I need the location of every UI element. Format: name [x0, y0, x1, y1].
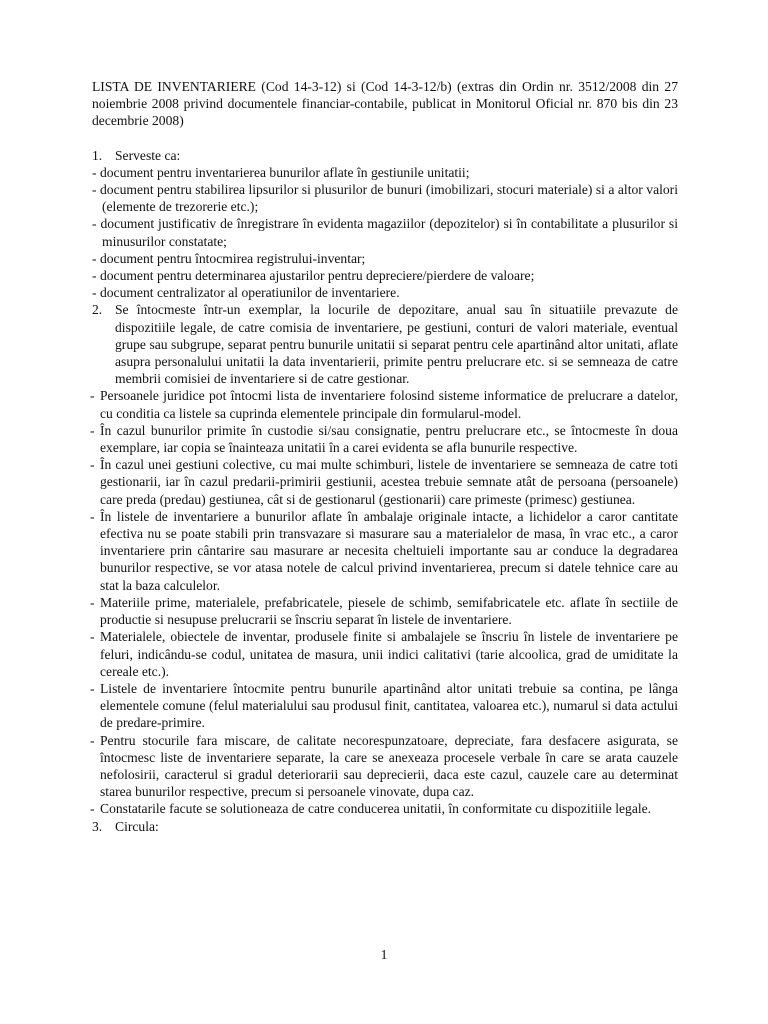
section-1-item: - document justificativ de înregistrare în evidenta magaziilor (depozitelor) si în contabilitate a plusurilor si minusurilor constatate;: [92, 216, 678, 249]
section-2-item: - Materialele, obiectele de inventar, produsele finite si ambalajele se înscriu în listele de inventariere pe feluri, indicându-se codul, unitatea de masura, unii indici calitativi (tarie alcoolica, grad de umiditate la cereale etc.).: [90, 629, 678, 679]
section-1: [92, 147, 678, 164]
section-3: [92, 818, 678, 835]
section-2-item: - În cazul unei gestiuni colective, cu mai multe schimburi, listele de inventariere se semneaza de catre toti gestionarii, iar în cazul predarii-primirii gestiunii, acestea trebuie semnate atât de persoana (persoanele) care preda (predau) gestiunea, cât si de gestionarul (gestionarii) care primeste (primesc) gestiunea.: [90, 457, 678, 507]
section-2: [92, 301, 678, 387]
section-2-item: - Materiile prime, materialele, prefabricatele, piesele de schimb, semifabricatele etc. aflate în sectiile de productie si nesupuse prelucrarii se înscriu separat în listele de inventariere.: [90, 594, 678, 628]
section-3-number: 3.: [92, 818, 103, 834]
section-1-item: - document pentru determinarea ajustarilor pentru depreciere/pierdere de valoare;: [92, 268, 535, 284]
section-1-item: - document centralizator al operatiunilor de inventariere.: [92, 285, 400, 301]
section-3-heading: Circula:: [115, 818, 159, 834]
document-body: [92, 78, 678, 835]
section-1-number: 1.: [92, 147, 103, 163]
section-2-item: - Listele de inventariere întocmite pentru bunurile apartinând altor unitati trebuie sa contina, pe lânga elementele comune (felul materialului sau produsul finit, cantitatea, valoarea etc.), numarul si data actului de predare-primire.: [90, 680, 678, 731]
page-number: 1: [380, 947, 388, 962]
section-1-item: - document pentru inventarierea bunurilor aflate în gestiunile unitatii;: [92, 164, 470, 180]
section-2-number: 2.: [92, 302, 103, 318]
section-1-heading: Serveste ca:: [115, 147, 181, 163]
section-2-item: - Pentru stocurile fara miscare, de calitate necorespunzatoare, depreciate, fara desfacere asigurata, se întocmesc liste de inventariere separate, la care se anexeaza procesele verbale în care se arata cauzele nefolosirii, caracterul si gradul deteriorarii sau deprecierii, daca este cazul, cauzele care au determinat starea bunurilor respective, precum si persoanele vinovate, dupa caz.: [90, 732, 678, 800]
section-2-item: - În cazul bunurilor primite în custodie si/sau consignatie, pentru prelucrare etc., se întocmeste în doua exemplare, iar copia se înainteaza unitatii în a carei evidenta se afla bunurile respective.: [90, 422, 678, 456]
section-1-item: - document pentru stabilirea lipsurilor si plusurilor de bunuri (imobilizari, stocuri materiale) si a altor valori (elemente de trezorerie etc.);: [92, 182, 678, 215]
section-2-text: Se întocmeste într-un exemplar, la locurile de depozitare, anual sau în situatiile prevazute de dispozitiile legale, de catre comisia de inventariere, pe gestiuni, conturi de valori materiale, eventual grupe sau subgrupe, separat pentru bunurile unitatii si separat pentru cele apartinând altor unitati, aflate asupra personalului unitatii la data inventarierii, primite pentru prelucrare etc. si se semneaza de catre membrii comisiei de inventariere si de catre gestionar.: [115, 302, 678, 387]
section-2-item: - Persoanele juridice pot întocmi lista de inventariere folosind sisteme informatice de prelucrare a datelor, cu conditia ca listele sa cuprinda elementele principale din formularul-model.: [90, 388, 678, 421]
document-title: LISTA DE INVENTARIERE (Cod 14-3-12) si (Cod 14-3-12/b) (extras din Ordin nr. 3512/2008 din 27 noiembrie 2008 privind documentele financiar-contabile, publicat in Monitorul Oficial nr. 870 bis din 23 decembrie 2008): [92, 79, 678, 129]
section-2-item: - În listele de inventariere a bunurilor aflate în ambalaje originale intacte, a lichidelor a caror cantitate efectiva nu se poate stabili prin transvazare si masurare sau a materialelor de masa, în vrac etc., a caror inventariere prin cântarire sau masurare ar necesita cheltuieli importante sau ar conduce la degradarea bunurilor respective, se vor atasa notele de calcul privind inventarierea, precum si datele tehnice care au stat la baza calculelor.: [90, 508, 678, 593]
section-2-item: - Constatarile facute se solutioneaza de catre conducerea unitatii, în conformitate cu dispozitiile legale.: [90, 801, 652, 817]
section-1-item: - document pentru întocmirea registrului-inventar;: [92, 250, 366, 266]
